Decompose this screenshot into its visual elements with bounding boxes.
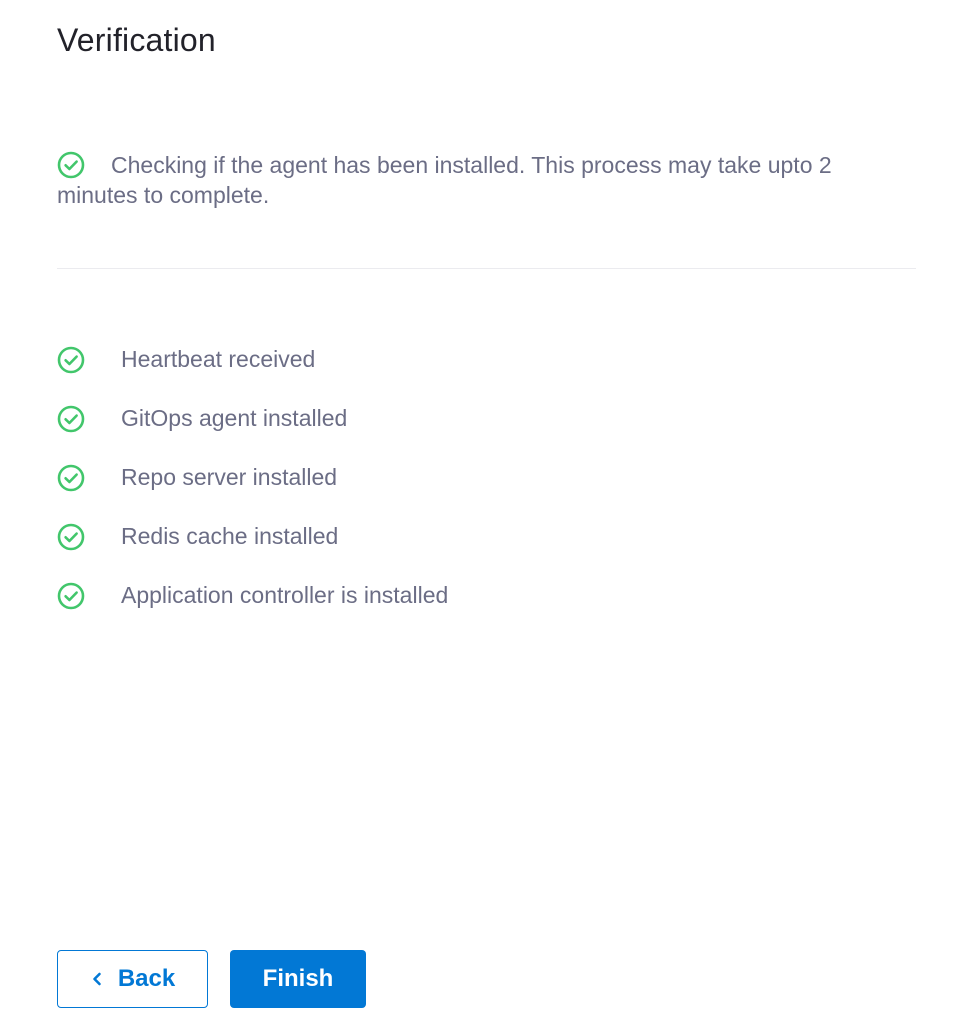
check-item-application-controller: [57, 566, 448, 625]
check-circle-icon: [57, 346, 85, 374]
check-circle-icon: [57, 523, 85, 551]
check-circle-icon: [57, 464, 85, 492]
verification-summary: [57, 150, 917, 210]
back-button[interactable]: [57, 950, 208, 1008]
check-item-label: Redis cache installed: [121, 523, 339, 549]
check-circle-icon: [57, 151, 85, 179]
check-item-label: Application controller is installed: [121, 582, 449, 608]
finish-button-label: Finish: [262, 965, 334, 992]
check-item-redis-cache: [57, 507, 448, 566]
divider: [57, 268, 916, 269]
check-item-label: Heartbeat received: [121, 346, 316, 372]
check-item-gitops-agent: [57, 389, 448, 448]
check-item-repo-server: [57, 448, 448, 507]
verification-checklist: [57, 330, 448, 625]
check-item-heartbeat: [57, 330, 448, 389]
check-circle-icon: [57, 582, 85, 610]
check-circle-icon: [57, 405, 85, 433]
check-item-label: Repo server installed: [121, 464, 338, 490]
page-title: Verification: [57, 22, 216, 58]
back-button-label: Back: [117, 965, 176, 992]
finish-button[interactable]: [230, 950, 366, 1008]
check-item-label: GitOps agent installed: [121, 405, 348, 431]
summary-text: Checking if the agent has been installed. This process may take upto 2 minutes to complete.: [57, 152, 832, 208]
chevron-left-icon: [90, 972, 104, 986]
